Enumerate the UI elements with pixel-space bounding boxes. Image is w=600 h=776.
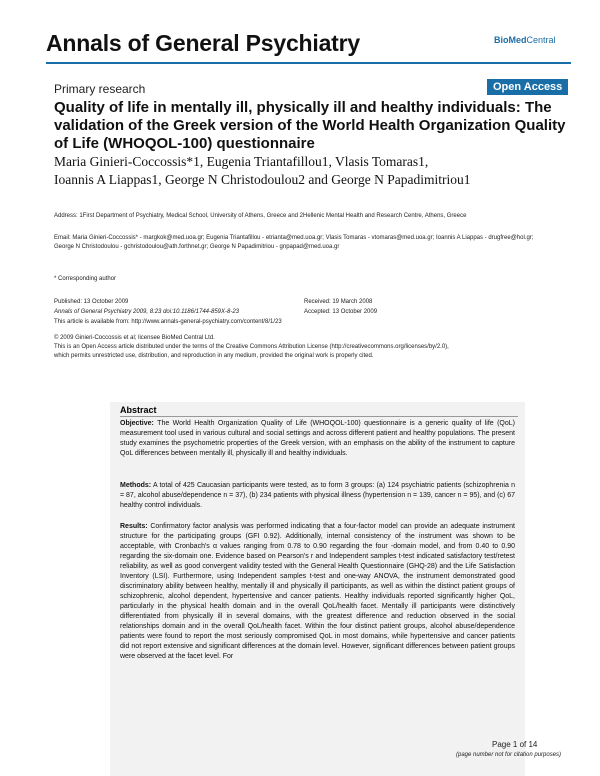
abstract-heading: Abstract [120,405,157,415]
page-number: Page 1 of 14 [492,740,538,749]
copyright: © 2009 Ginieri-Coccossis et al; licensee BioMed Central Ltd. [54,335,215,341]
objective-label: Objective: [120,420,154,427]
methods-text: A total of 425 Caucasian participants were tested, as to form 3 groups: (a) 124 psychiatric patients (schizophrenia n = 87, alcohol abuse/dependence n = 37), (b) 234 patients with physical illness (hypertension n = 139, cancer n = 95), and (c) 67 healthy control individuals. [120,482,515,509]
header-rule [46,62,571,64]
author-emails: Email: Maria Ginieri-Coccossis* - margkok@med.uoa.gr; Eugenia Triantafillou - etrianta@med.uoa.gr; Vlasis Tomaras - vtomaras@med.uoa.gr; Ioannis A Liappas - drugfree@hol.gr; George N Christodoulou - gchristodoulou@ath.forthnet.gr; George N Papadimitriou - gnpapad@med.uoa.gr [54,235,534,250]
article-type: Primary research [54,82,146,96]
published-date: Published: 13 October 2009 [54,299,129,305]
abstract-results [120,522,515,662]
authors-line-2: Ioannis A Liappas1, George N Christodoulou2 and George N Papadimitriou1 [54,172,471,187]
article-url[interactable]: This article is available from: http://www.annals-general-psychiatry.com/content/8/1/23 [54,319,282,325]
results-text: Confirmatory factor analysis was performed indicating that a four-factor model can provide an adequate instrument structure for the participating groups (GFI 0.92). Additionally, internal consistency of the instrument was shown to be acceptable, with Cronbach's α values ranging from 0.78 to 0.90 regarding the four -domain model, and from 0.40 to 0.90 regarding the six-domain one. Evidence based on Pearson's r and Independent samples t-test indicated satisfactory test/retest reliability, as well as good convergent validity tested with the General Health Questionnaire (GHQ-28) and the Life Satisfaction Inventory (LSI). Furthermore, using Independent samples t-test and one-way ANOVA, the instrument demonstrated good discriminatory ability between healthy, mentally ill and physically ill participants, as well as within the distinct patient groups of schizophrenic, alcohol dependent, hypertensive and cancer patients. Healthy individuals reported significantly higher QoL, particularly in the physical health domain and in the overall QoL/health facet. Mentally ill participants were distinctively differentiated from physically ill in several domains, with the greatest difference and reduction observed in the social relationships domain and in the overall QoL/health facet. Within the four distinct patient groups, alcohol abuse/dependence patients were found to report the most seriously compromised QoL in most domains, while hypertensive and cancer patients did not report extensive and significant differences at the domain level. However, significant differences between patient groups were observed at the facet level. For [120,523,515,660]
open-access-badge: Open Access [487,79,568,95]
author-address: Address: 1First Department of Psychiatry, Medical School, University of Athens, Greece and 2Hellenic Mental Health and Research Centre, Athens, Greece [54,213,467,219]
results-label: Results: [120,523,148,530]
publisher-logo-central: Central [526,35,556,45]
author-list [54,153,574,189]
license-line-1: This is an Open Access article distributed under the terms of the Creative Commons Attribution License (http://creativecommons.org/licenses/by/2.0), [54,344,449,350]
abstract-rule [120,416,518,417]
publisher-logo [494,35,556,45]
methods-label: Methods: [120,482,152,489]
license-line-2: which permits unrestricted use, distribution, and reproduction in any medium, provided the original work is properly cited. [54,353,374,359]
received-date: Received: 19 March 2008 [304,299,373,305]
abstract-methods [120,481,515,511]
accepted-date: Accepted: 13 October 2009 [304,309,378,315]
abstract-objective [120,419,515,459]
corresponding-author-note: * Corresponding author [54,276,117,282]
page-note: (page number not for citation purposes) [456,752,562,758]
publisher-logo-bio: BioMed [494,35,527,45]
objective-text: The World Health Organization Quality of Life (WHOQOL-100) questionnaire is a generic quality of life (QoL) measurement tool used in various cultural and social settings and across different patient and healthy populations. The present study examines the psychometric properties of the Greek version, with an emphasis on the ability of the instrument to capture QoL differences between mentally ill, physically ill and healthy individuals. [120,420,515,457]
journal-title: Annals of General Psychiatry [46,30,360,56]
article-title: Quality of life in mentally ill, physically ill and healthy individuals: The validation of the Greek version of the World Health Organization Quality of Life (WHOQOL-100) questionnaire [54,99,566,152]
authors-line-1: Maria Ginieri-Coccossis*1, Eugenia Triantafillou1, Vlasis Tomaras1, [54,154,429,169]
citation: Annals of General Psychiatry 2009, 8:23 doi:10.1186/1744-859X-8-23 [54,309,240,315]
